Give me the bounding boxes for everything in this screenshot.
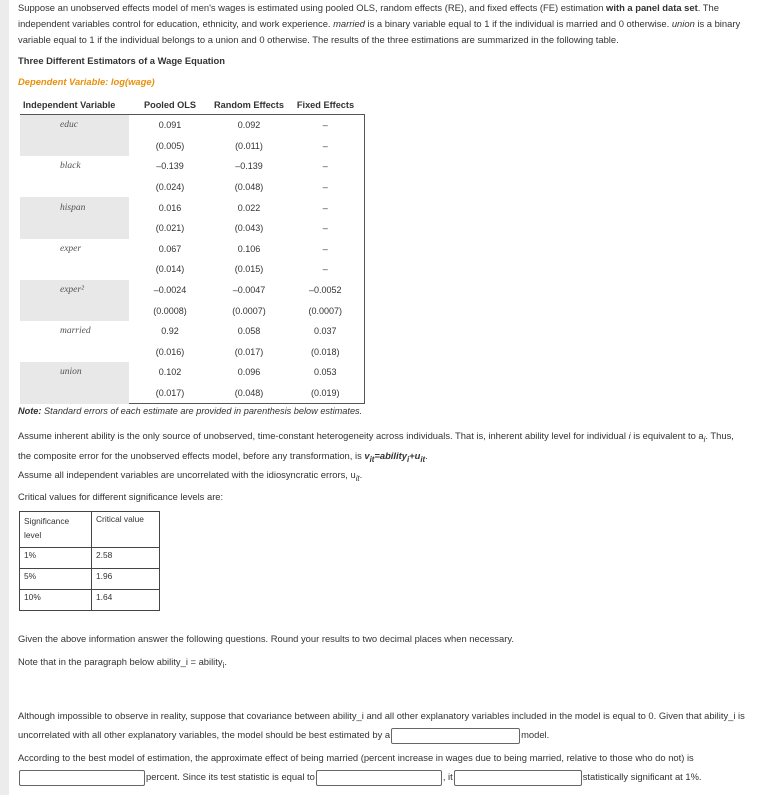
standard-error-cell: – [287,218,364,239]
standard-error-cell: – [287,177,364,198]
significance-cell: 5% [20,569,92,590]
variable-spacer [20,259,129,280]
variable-name: educ [20,115,129,136]
dependent-variable: Dependent Variable: log(wage) [18,76,155,87]
table-title: Three Different Estimators of a Wage Equation [18,55,225,66]
coefficient-cell: –0.139 [156,161,184,172]
intro-text: . The independent variables control for education, ethnicity, and work experience. [18,2,719,29]
assumption-text: is equivalent to a [630,430,704,441]
assumption-text: Assume all independent variables are uncorrelated with the idiosyncratic errors, u [18,469,356,480]
standard-error-cell: (0.005) [155,140,185,151]
formula-part: v [364,449,370,461]
standard-error-cell: (0.019) [287,383,364,404]
significance-cell: 1% [20,548,92,569]
assumption-text: . [425,449,428,461]
model-answer-input[interactable] [391,728,520,744]
coefficient-cell: 0.022 [237,202,261,213]
coefficient-cell: –0.0052 [287,280,364,301]
coefficient-cell: 0.016 [158,202,182,213]
variable-name: black [60,161,81,172]
intro-bold: with a panel data set [606,2,698,13]
assumption-ability [18,428,746,468]
variable-name: married [60,326,91,337]
table-note [18,406,362,416]
question-text: statistically significant at 1%. [582,771,702,782]
assumption-text: Assume inherent ability is the only source of unobserved, time-constant heterogeneity across individuals. That is, inherent ability level for individual [18,430,629,441]
note-label: Note: [18,406,42,416]
critical-header-row [20,512,160,548]
standard-error-cell: (0.024) [155,182,185,193]
note-text: Standard errors of each estimate are provided in parenthesis below estimates. [41,406,363,416]
variable-spacer [20,342,129,363]
coefficient-cell: –0.139 [235,161,263,172]
formula-sub: i [406,454,410,464]
header-significance-level: Significance level [20,512,92,548]
formula-sub: it [369,454,375,464]
significance-select[interactable] [454,770,582,786]
assumption-text: . Thus, the composite error for the unobserved effects model, before any transformation, is [18,430,734,461]
standard-error-cell: (0.014) [155,264,185,275]
standard-error-cell: (0.048) [234,182,264,193]
coefficient-cell: 0.92 [161,326,179,337]
variable-spacer [20,383,129,404]
question-text: , it [442,771,453,782]
estimates-row [20,177,364,198]
intro-text: is a binary variable equal to 1 if the individual is married and 0 otherwise. [364,18,672,29]
standard-error-cell: (0.011) [235,140,263,151]
critical-row [20,548,160,569]
ability-note-text: . [224,656,227,667]
standard-error-cell: (0.018) [287,342,364,363]
estimates-row [20,239,364,260]
coefficient-cell: – [287,239,364,260]
formula-sub: it [420,454,426,464]
standard-error-cell: (0.043) [234,223,264,234]
variable-name: union [20,362,129,383]
estimates-row [20,218,364,239]
coefficient-cell: 0.053 [287,362,364,383]
coefficient-cell: – [287,156,364,177]
coefficient-cell: 0.092 [237,120,261,131]
standard-error-cell: (0.0007) [232,305,266,316]
standard-error-cell: (0.016) [155,346,185,357]
subscript-it: it [355,473,360,483]
variable-spacer [20,300,129,321]
formula-part: +u [409,449,421,461]
subscript-i: i [703,434,706,444]
critical-values-table [19,511,160,611]
estimates-row [20,197,364,218]
coefficient-cell: – [287,115,364,136]
standard-error-cell: (0.0007) [287,300,364,321]
coefficient-cell: 0.067 [158,243,182,254]
coefficient-cell: 0.096 [237,367,261,378]
coefficient-cell: – [287,197,364,218]
variable-spacer [20,218,129,239]
question-2 [18,748,748,786]
significance-cell: 10% [20,590,92,611]
estimates-row [20,362,364,383]
critical-row [20,569,160,590]
header-independent-variable: Independent Variable [20,96,129,115]
standard-error-cell: (0.021) [155,223,185,234]
married-effect-input[interactable] [19,770,145,786]
coefficient-cell: 0.058 [237,326,261,337]
intro-text: is a binary variable equal to 1 if the individual belongs to a union and 0 otherwise. The results of the three estimations are summarized in the following table. [18,18,741,45]
standard-error-cell: – [287,259,364,280]
test-statistic-input[interactable] [316,770,442,786]
estimates-row [20,259,364,280]
assumption-idiosyncratic [18,467,362,487]
variable-spacer [20,177,129,198]
formula-part: =ability [374,449,407,461]
question-text: percent. Since its test statistic is equal to [146,771,315,782]
coefficient-cell: 0.106 [237,243,261,254]
coefficient-cell: –0.0024 [153,285,187,296]
intro-text: Suppose an unobserved effects model of men's wages is estimated using pooled OLS, random effects (RE), and fixed effects (FE) estimation [18,2,607,13]
estimates-row [20,342,364,363]
critical-value-cell: 1.64 [92,590,160,611]
question-text: According to the best model of estimation, the approximate effect of being married (percent increase in wages due to being married, relative to those who do not) is [18,752,694,763]
married-variable: married [333,18,365,29]
critical-row [20,590,160,611]
ability-note [18,654,227,674]
standard-error-cell: (0.015) [234,264,264,275]
index-i: i [628,430,631,441]
standard-error-cell: (0.017) [234,346,264,357]
critical-value-cell: 1.96 [92,569,160,590]
estimates-row [20,383,364,404]
standard-error-cell: (0.017) [129,383,211,404]
subscript-i: i [222,660,225,670]
estimates-table [20,96,365,404]
header-pooled-ols: Pooled OLS [129,96,211,115]
coefficient-cell: 0.102 [158,367,182,378]
critical-value-cell: 2.58 [92,548,160,569]
standard-error-cell: – [287,136,364,157]
estimates-row [20,321,364,342]
estimates-row [20,115,364,136]
coefficient-cell: 0.037 [287,321,364,342]
variable-name: hispan [20,197,129,218]
variable-spacer [20,136,129,157]
standard-error-cell: (0.0008) [153,305,187,316]
variable-name: exper [60,243,82,254]
union-variable: union [671,18,695,29]
question-1 [18,706,748,744]
estimates-row [20,280,364,301]
estimates-row [20,156,364,177]
assumption-text: . [359,469,363,480]
question-text: Although impossible to observe in reality, suppose that covariance between ability_i and all other explanatory variables included in the model is equal to 0. Given that ability_i is uncorrelated with all other explanatory variables, the model should be best estimated by a [18,710,745,740]
estimates-header-row [20,96,364,115]
intro-paragraph [18,0,746,48]
standard-error-cell: (0.048) [211,383,287,404]
estimates-row [20,136,364,157]
ability-note-text: Note that in the paragraph below ability_i = ability [18,656,223,667]
coefficient-cell: 0.091 [158,120,182,131]
coefficient-cell: –0.0047 [232,285,266,296]
header-critical-value: Critical value [92,512,160,548]
variable-name: exper² [20,280,129,301]
left-margin-bar [0,0,9,795]
estimates-row [20,300,364,321]
question-text: model. [521,729,550,740]
critical-values-intro: Critical values for different significance levels are: [18,491,224,502]
header-random-effects: Random Effects [211,96,287,115]
header-fixed-effects: Fixed Effects [287,96,364,115]
instructions-text: Given the above information answer the following questions. Round your results to two decimal places when necessary. [18,633,514,644]
